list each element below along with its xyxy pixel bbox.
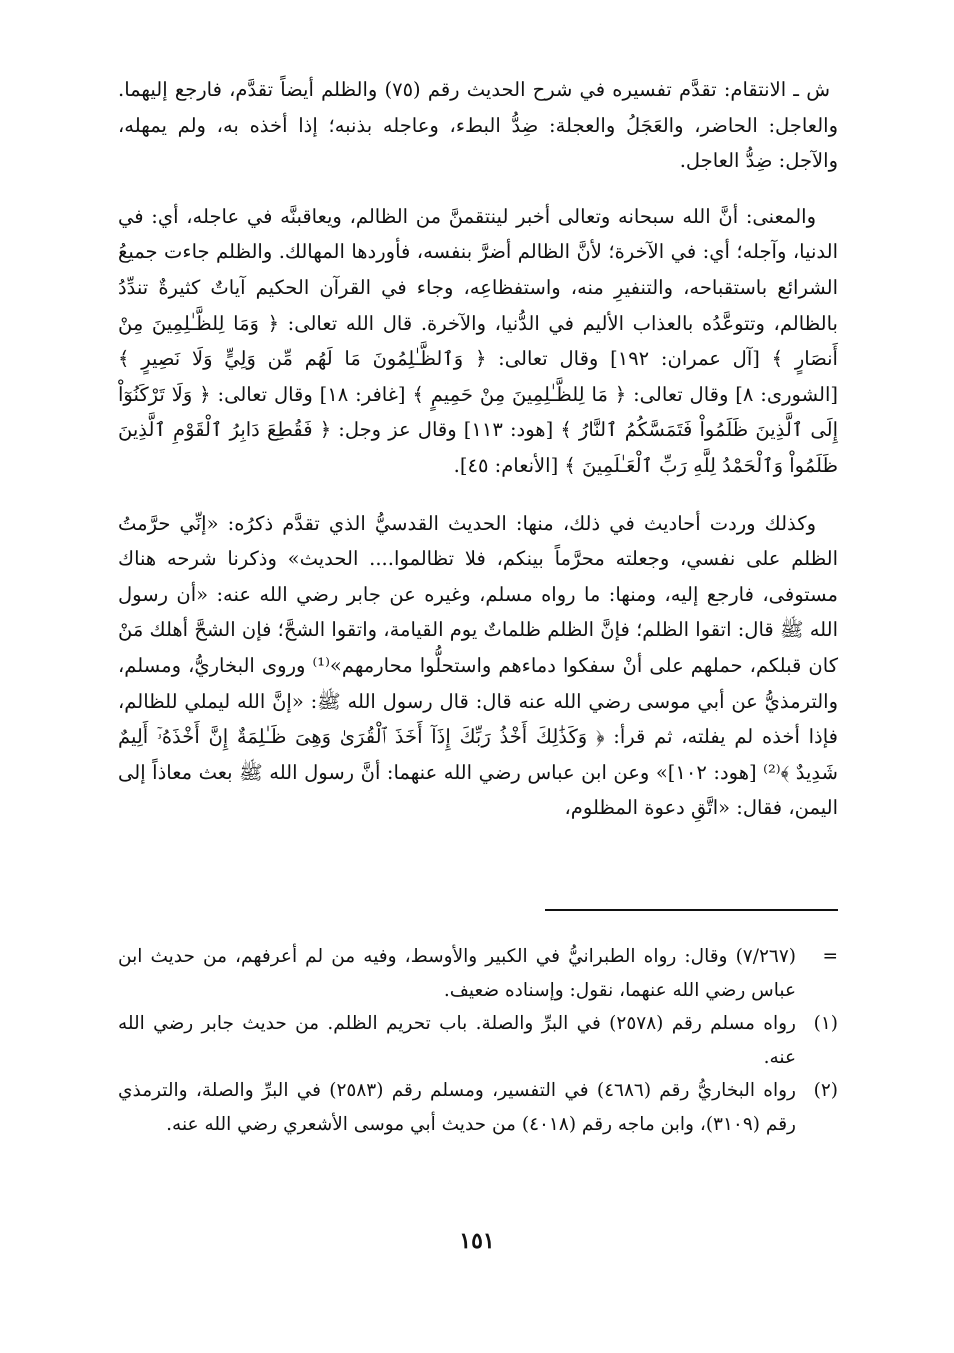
footnote-text: رواه مسلم رقم (٢٥٧٨) في البرِّ والصلة. باب تحريم الظلم. من حديث جابر رضي الله عنه.	[118, 1013, 796, 1068]
main-text	[118, 72, 838, 826]
footnote-mark: (٢)	[813, 1080, 838, 1102]
footnote-text: (٧/٢٦٧) وقال: رواه الطبرانيُّ في الكبير والأوسط، وفيه من لم أعرفهم، من حديث ابن عباس رضي الله عنهما، نقول: وإسناده ضعيف.	[118, 946, 796, 1001]
paragraph-gap	[118, 484, 838, 506]
footnote-2	[118, 1074, 838, 1141]
footnotes	[118, 940, 838, 1142]
footnote-mark: =	[822, 946, 838, 967]
paragraph-hadiths: وكذلك وردت أحاديث في ذلك، منها: الحديث القدسيُّ الذي تقدَّم ذكرُه: «إنِّي حرَّمتُ الظلم على نفسي، وجعلته محرَّماً بينكم، فلا تظالموا.... الحديث» وذكرنا شرحه هناك مستوفى، فارجع إليه، ومنها: ما رواه مسلم، وغيره عن جابر رضي الله عنه: «أن رسول الله ﷺ قال: اتقوا الظلم؛ فإنَّ الظلم ظلماتٌ يوم القيامة، واتقوا الشحَّ؛ فإن الشحَّ أهلك مَنْ كان قبلكم، حملهم على أنْ سفكوا دماءهم واستحلُّوا محارمهم»⁽¹⁾ وروى البخاريُّ، ومسلم، والترمذيُّ عن أبي موسى رضي الله عنه قال: قال رسول الله ﷺ: «إنَّ الله ليملي للظالم، فإذا أخذه لم يفلته، ثم قرأ: ﴿ وَكَذَٰلِكَ أَخْذُ رَبِّكَ إِذَآ أَخَذَ ٱلْقُرَىٰ وَهِىَ ظَـٰلِمَةٌ إِنَّ أَخْذَهُۥٓ أَلِيمٌ شَدِيدٌ ﴾⁽²⁾ [هود: ١٠٢]» وعن ابن عباس رضي الله عنهما: أنَّ رسول الله ﷺ بعث معاذاً إلى اليمن، فقال: «اتَّقِ دعوة المظلوم،	[118, 511, 838, 820]
footnote-mark: (١)	[813, 1013, 838, 1035]
footnote-text: رواه البخاريُّ رقم (٤٦٨٦) في التفسير، ومسلم رقم (٢٥٨٣) في البرِّ والصلة، والترمذي رقم (٣١٠٩)، وابن ماجه رقم (٤٠١٨) من حديث أبي موسى الأشعري رضي الله عنه.	[118, 1080, 796, 1135]
footnote-1	[118, 1007, 838, 1074]
paragraph-gap	[118, 179, 838, 199]
paragraph-meaning: والمعنى: أنَّ الله سبحانه وتعالى أخبر لينتقمنَّ من الظالم، ويعاقبنَّه في عاجله، أي: في الدنيا، وآجله؛ أي: في الآخرة؛ لأنَّ الظالم أضرَّ بنفسه، فأوردها المهالك. والظلم جاءت جميعُ الشرائع باستقباحه، والتنفيرِ منه، واستفظاعِه، وجاء في القرآن الحكيم آياتٌ كثيرةٌ تندِّدُ بالظالم، وتتوعَّدُه بالعذاب الأليم في الدُّنيا، والآخرة. قال الله تعالى: ﴿ وَمَا لِلظَّـٰلِمِينَ مِنْ أَنصَارٍ ﴾ [آل عمران: ١٩٢] وقال تعالى: ﴿ وَٱلظَّـٰلِمُونَ مَا لَهُم مِّن وَلِيٍّ وَلَا نَصِيرٍ ﴾ [الشورى: ٨] وقال تعالى: ﴿ مَا لِلظَّـٰلِمِينَ مِنْ حَمِيمٍ ﴾ [غافر: ١٨] وقال تعالى: ﴿ وَلَا تَرْكَنُوٓاْ إِلَى ٱلَّذِينَ ظَلَمُواْ فَتَمَسَّكُمُ ٱلنَّارُ ﴾ [هود: ١١٣] وقال عز وجل: ﴿ فَقُطِعَ دَابِرُ ٱلْقَوْمِ ٱلَّذِينَ ظَلَمُواْ وَٱلْحَمْدُ لِلَّهِ رَبِّ ٱلْعَـٰلَمِينَ ﴾ [الأنعام: ٤٥].	[118, 204, 838, 477]
footnote-continued	[118, 940, 838, 1007]
page-number: ١٥١	[459, 1228, 495, 1254]
paragraph-vocabulary: ش ـ الانتقام: تقدَّم تفسيره في شرح الحديث رقم (٧٥) والظلم أيضاً تقدَّم، فارجع إليهما. والعاجل: الحاضر، والعَجَلُ والعجلة: ضِدُّ البطء، وعاجله بذنبه؛ إذا أخذه به، ولم يمهله، والآجل: ضِدُّ العاجل.	[118, 78, 838, 173]
footnote-separator	[545, 909, 838, 911]
